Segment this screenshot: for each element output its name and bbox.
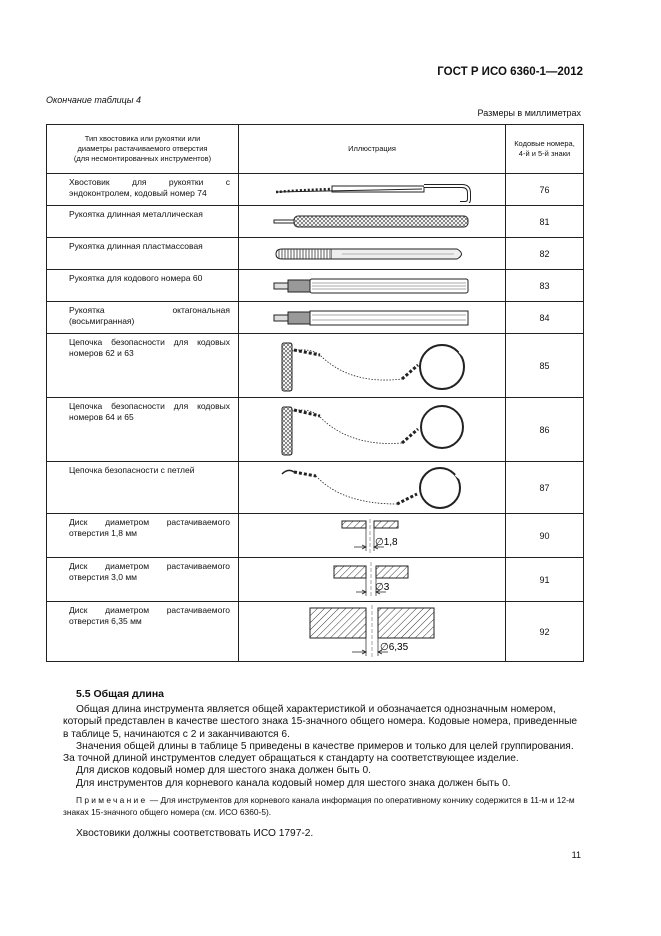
document-header: ГОСТ Р ИСО 6360-1—2012 xyxy=(437,66,583,78)
header-type: Тип хвостовика или рукоятки или диаметры растачиваемого отверстия (для несмонтированных инструментов) xyxy=(47,125,239,174)
disc-section-icon xyxy=(239,514,506,558)
table-row xyxy=(47,270,584,302)
row-description: Рукоятка длинная пластмассовая xyxy=(47,238,239,270)
note xyxy=(63,795,581,818)
table-row xyxy=(47,302,584,334)
table-row xyxy=(47,238,584,270)
safety-chain-icon xyxy=(239,334,506,398)
octagonal-handle-icon xyxy=(239,302,506,334)
table-row xyxy=(47,334,584,398)
table-row xyxy=(47,398,584,462)
body-text xyxy=(63,704,581,840)
table-row xyxy=(47,174,584,206)
disc-section-icon xyxy=(239,602,506,662)
row-description: Цепочка безопасности с петлей xyxy=(47,462,239,514)
header-illustration: Иллюстрация xyxy=(239,125,506,174)
row-description: Рукоятка октагональная (восьмигранная) xyxy=(47,302,239,334)
row-code: 90 xyxy=(506,514,584,558)
table-row xyxy=(47,558,584,602)
row-code: 87 xyxy=(506,462,584,514)
section-heading: 5.5 Общая длина xyxy=(76,688,165,700)
paragraph: Хвостовики должны соответствовать ИСО 1797-2. xyxy=(76,828,314,840)
row-code: 92 xyxy=(506,602,584,662)
row-description: Рукоятка длинная металлическая xyxy=(47,206,239,238)
paragraph: Общая длина инструмента является общей характеристикой и обозначается однозначным номером, который представлен в качестве шестого знака 15-значного общего номера. Кодовые номера, приведенные в таблице 5, начинаются с 2 и заканчиваются 6. xyxy=(63,704,578,740)
code-table xyxy=(46,124,584,662)
row-code: 76 xyxy=(506,174,584,206)
paragraph: Для инструментов для корневого канала кодовый номер для шестого знака должен быть 0. xyxy=(76,777,511,789)
paragraph: Для дисков кодовый номер для шестого знака должен быть 0. xyxy=(76,765,371,777)
disc-dimension-label: ∅3 xyxy=(375,581,390,593)
row-code: 81 xyxy=(506,206,584,238)
row-code: 86 xyxy=(506,398,584,462)
paragraph: Значения общей длины в таблице 5 приведены в качестве примеров и только для целей группирования. За точной длиной инструментов следует обращаться к стандарту на соответствующее изделие. xyxy=(63,740,574,765)
row-description: Диск диаметром растачиваемого отверстия 3,0 мм xyxy=(47,558,239,602)
metal-handle-icon xyxy=(239,206,506,238)
row-code: 84 xyxy=(506,302,584,334)
table-row xyxy=(47,206,584,238)
row-description: Хвостовик для рукоятки с эндоконтролем, кодовый номер 74 xyxy=(47,174,239,206)
table-header-row xyxy=(47,125,584,174)
row-code: 83 xyxy=(506,270,584,302)
page-number: 11 xyxy=(571,850,581,860)
table-row xyxy=(47,462,584,514)
row-description: Диск диаметром растачиваемого отверстия 6,35 мм xyxy=(47,602,239,662)
row-code: 91 xyxy=(506,558,584,602)
row-description: Рукоятка для кодового номера 60 xyxy=(47,270,239,302)
safety-chain-icon xyxy=(239,398,506,462)
disc-section-icon xyxy=(239,558,506,602)
note-label: Примечание xyxy=(76,795,148,806)
disc-dimension-label: ∅6,35 xyxy=(380,641,409,653)
row-code: 85 xyxy=(506,334,584,398)
row-code: 82 xyxy=(506,238,584,270)
plastic-handle-icon xyxy=(239,238,506,270)
table-continuation-caption: Окончание таблицы 4 xyxy=(46,95,141,105)
handle-60-icon xyxy=(239,270,506,302)
row-description: Цепочка безопасности для кодовых номеров 62 и 63 xyxy=(47,334,239,398)
row-description: Диск диаметром растачиваемого отверстия 1,8 мм xyxy=(47,514,239,558)
units-caption: Размеры в миллиметрах xyxy=(477,108,581,118)
safety-chain-loop-icon xyxy=(239,462,506,514)
header-code: Кодовые номера, 4-й и 5-й знаки xyxy=(506,125,584,174)
shank-hook-icon xyxy=(239,174,506,206)
row-description: Цепочка безопасности для кодовых номеров 64 и 65 xyxy=(47,398,239,462)
table-row xyxy=(47,602,584,662)
disc-dimension-label: ∅1,8 xyxy=(375,536,398,548)
note-text: — Для инструментов для корневого канала информация по оперативному кончику содержится в 11-м и 12-м знаках 15-значного общего номера (см. ИСО 6360-5). xyxy=(63,795,575,817)
table-row xyxy=(47,514,584,558)
